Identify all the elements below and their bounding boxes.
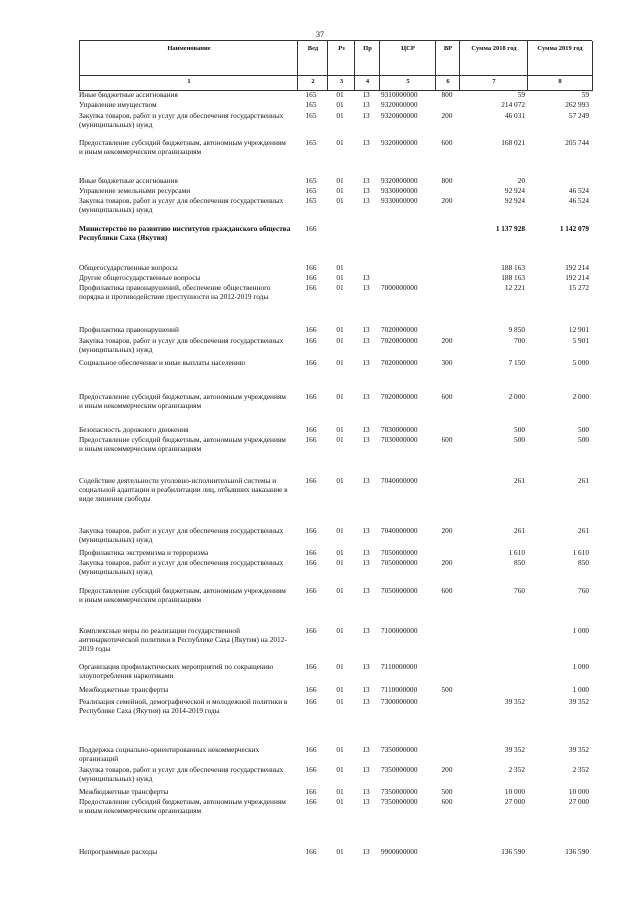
row-pr: 13 [362, 283, 370, 292]
row-pr: 13 [362, 425, 370, 434]
row-ved: 165 [305, 196, 317, 205]
row-rz: 01 [336, 548, 344, 557]
row-ved: 166 [305, 847, 317, 856]
header-ved: Вед [307, 45, 319, 52]
row-ved: 166 [305, 263, 317, 272]
row-csr: 7050000000 [381, 586, 418, 595]
header-pr-cell [354, 41, 380, 91]
row-pr: 13 [362, 336, 370, 345]
row-pr: 13 [362, 273, 370, 282]
row-name: Общегосударственные вопросы [79, 263, 178, 272]
row-sum-2018: 500 [514, 425, 525, 434]
row-pr: 13 [362, 787, 370, 796]
row-rz: 01 [336, 425, 344, 434]
row-name: Профилактика правонарушений [79, 325, 179, 334]
col-number-7: 7 [492, 78, 496, 85]
row-sum-2019: 850 [578, 558, 589, 567]
row-rz: 01 [336, 283, 344, 292]
row-sum-2019: 262 993 [565, 100, 589, 109]
row-name: Закупка товаров, работ и услуг для обеспечения государственных (муниципальных) нужд [79, 558, 284, 577]
row-sum-2018: 261 [514, 476, 525, 485]
col-number-5: 5 [406, 78, 410, 85]
row-csr: 7350000000 [381, 787, 418, 796]
row-sum-2019: 12 901 [568, 325, 589, 334]
row-sum-2018: 168 021 [501, 138, 525, 147]
row-csr: 9320000000 [381, 176, 418, 185]
row-sum-2019: 205 744 [565, 138, 589, 147]
row-ved: 166 [305, 745, 317, 754]
row-name: Межбюджетные трансферты [79, 787, 169, 796]
row-rz: 01 [336, 435, 344, 444]
col-number-3: 3 [339, 78, 344, 85]
row-name: Безопасность дорожного движения [79, 425, 189, 434]
header-name-cell [79, 41, 298, 91]
row-csr: 7100000000 [381, 626, 418, 635]
row-sum-2018: 92 924 [504, 196, 525, 205]
row-vr: 200 [441, 336, 453, 345]
row-pr: 13 [362, 176, 370, 185]
row-ved: 165 [305, 186, 317, 195]
row-pr: 13 [362, 392, 370, 401]
row-name: Министерство по развитию институтов гражданского общества Республики Саха (Якутия) [79, 224, 291, 243]
row-ved: 166 [305, 425, 317, 434]
row-pr: 13 [362, 435, 370, 444]
row-sum-2019: 5 901 [572, 336, 589, 345]
row-csr: 7350000000 [381, 797, 418, 806]
row-pr: 13 [362, 358, 370, 367]
row-sum-2018: 59 [517, 90, 525, 99]
row-pr: 13 [362, 847, 370, 856]
row-rz: 01 [336, 263, 344, 272]
row-vr: 800 [441, 90, 453, 99]
row-sum-2018: 188 163 [501, 263, 525, 272]
row-ved: 166 [305, 787, 317, 796]
header-divider [79, 75, 592, 76]
row-rz: 01 [336, 787, 344, 796]
row-name: Закупка товаров, работ и услуг для обеспечения государственных (муниципальных) нужд [79, 111, 284, 130]
col-number-4: 4 [365, 78, 370, 85]
row-sum-2019: 192 214 [565, 273, 589, 282]
row-name: Закупка товаров, работ и услуг для обеспечения государственных (муниципальных) нужд [79, 526, 284, 545]
row-ved: 165 [305, 100, 317, 109]
row-sum-2018: 9 850 [508, 325, 525, 334]
row-csr: 7300000000 [381, 697, 418, 706]
row-sum-2019: 1 000 [572, 626, 589, 635]
row-name: Иные бюджетные ассигнования [79, 176, 178, 185]
row-sum-2019: 500 [578, 425, 589, 434]
row-sum-2018: 850 [514, 558, 525, 567]
row-ved: 166 [305, 283, 317, 292]
col-number-2: 2 [311, 78, 315, 85]
row-sum-2019: 192 214 [565, 263, 589, 272]
row-sum-2019: 261 [578, 526, 589, 535]
row-sum-2018: 1 610 [508, 548, 525, 557]
row-sum-2019: 1 000 [572, 662, 589, 671]
row-vr: 500 [441, 787, 453, 796]
row-rz: 01 [336, 558, 344, 567]
row-sum-2019: 261 [578, 476, 589, 485]
table-header [79, 40, 592, 93]
row-csr: 7020000000 [381, 392, 418, 401]
row-rz: 01 [336, 273, 344, 282]
row-rz: 01 [336, 626, 344, 635]
row-sum-2018: 92 924 [504, 186, 525, 195]
row-csr: 7030000000 [381, 425, 418, 434]
row-name: Закупка товаров, работ и услуг для обеспечения государственных (муниципальных) нужд [79, 196, 284, 215]
row-csr: 7030000000 [381, 435, 418, 444]
row-name: Поддержка социально-ориентированных некоммерческих организаций [79, 745, 260, 764]
row-vr: 200 [441, 111, 453, 120]
row-name: Реализация семейной, демографической и молодежной политики в Республике Саха (Якутия) на 2014-2019 годы [79, 697, 288, 716]
row-sum-2019: 1 142 079 [559, 224, 589, 233]
row-pr: 13 [362, 138, 370, 147]
row-pr: 13 [362, 586, 370, 595]
row-vr: 200 [441, 526, 453, 535]
header-sum2018-cell [459, 41, 528, 91]
row-sum-2018: 7 150 [508, 358, 525, 367]
row-vr: 300 [441, 358, 453, 367]
row-rz: 01 [336, 100, 344, 109]
row-rz: 01 [336, 476, 344, 485]
row-name: Иные бюджетные ассигнования [79, 90, 178, 99]
row-sum-2019: 1 000 [572, 685, 589, 694]
row-pr: 13 [362, 797, 370, 806]
header-ved-cell [297, 41, 328, 91]
col-number-6: 6 [446, 78, 450, 85]
row-ved: 166 [305, 224, 317, 233]
row-rz: 01 [336, 847, 344, 856]
row-rz: 01 [336, 176, 344, 185]
header-sum-2019: Сумма 2019 год [537, 45, 583, 52]
row-pr: 13 [362, 548, 370, 557]
row-pr: 13 [362, 526, 370, 535]
row-csr: 7110000000 [381, 662, 418, 671]
row-vr: 600 [441, 435, 453, 444]
row-csr: 7000000000 [381, 283, 418, 292]
header-sum2019-cell [527, 41, 593, 91]
row-vr: 200 [441, 765, 453, 774]
row-sum-2018: 2 352 [508, 765, 525, 774]
row-sum-2019: 5 000 [572, 358, 589, 367]
row-name: Предоставление субсидий бюджетным, автономным учреждениям и иным некоммерческим организациям [79, 797, 286, 816]
row-sum-2018: 500 [514, 435, 525, 444]
row-csr: 7040000000 [381, 526, 418, 535]
row-csr: 9330000000 [381, 186, 418, 195]
row-rz: 01 [336, 526, 344, 535]
row-vr: 200 [441, 558, 453, 567]
row-name: Предоставление субсидий бюджетным, автономным учреждениям и иным некоммерческим организациям [79, 586, 286, 605]
row-ved: 165 [305, 90, 317, 99]
col-number-8: 8 [558, 78, 562, 85]
row-rz: 01 [336, 196, 344, 205]
row-sum-2018: 27 000 [504, 797, 525, 806]
row-ved: 166 [305, 325, 317, 334]
row-vr: 600 [441, 797, 453, 806]
row-ved: 166 [305, 476, 317, 485]
row-pr: 13 [362, 325, 370, 334]
row-ved: 166 [305, 336, 317, 345]
row-csr: 9330000000 [381, 196, 418, 205]
row-sum-2018: 39 352 [504, 745, 525, 754]
row-name: Предоставление субсидий бюджетным, автономным учреждениям и иным некоммерческим организациям [79, 435, 286, 454]
row-rz: 01 [336, 392, 344, 401]
row-sum-2018: 760 [514, 586, 525, 595]
row-sum-2018: 12 221 [504, 283, 525, 292]
row-name: Предоставление субсидий бюджетным, автономным учреждениям и иным некоммерческим организациям [79, 138, 286, 157]
row-csr: 9310000000 [381, 90, 418, 99]
row-name: Закупка товаров, работ и услуг для обеспечения государственных (муниципальных) нужд [79, 765, 284, 784]
row-rz: 01 [336, 138, 344, 147]
header-rz-cell [327, 41, 355, 91]
row-pr: 13 [362, 745, 370, 754]
row-pr: 13 [362, 662, 370, 671]
row-name: Профилактика экстремизма и терроризма [79, 548, 209, 557]
row-ved: 165 [305, 111, 317, 120]
row-csr: 7350000000 [381, 745, 418, 754]
row-sum-2018: 39 352 [504, 697, 525, 706]
row-csr: 7020000000 [381, 325, 418, 334]
row-vr: 600 [441, 392, 453, 401]
row-sum-2019: 15 272 [568, 283, 589, 292]
row-rz: 01 [336, 186, 344, 195]
row-sum-2018: 46 031 [504, 111, 525, 120]
row-pr: 13 [362, 558, 370, 567]
row-name: Непрограммные расходы [79, 847, 158, 856]
row-vr: 600 [441, 586, 453, 595]
row-rz: 01 [336, 90, 344, 99]
header-vr: ВР [443, 45, 453, 52]
row-sum-2019: 136 590 [565, 847, 589, 856]
row-vr: 500 [441, 685, 453, 694]
header-sum-2018: Сумма 2018 год [471, 45, 517, 52]
row-ved: 166 [305, 685, 317, 694]
row-name: Предоставление субсидий бюджетным, автономным учреждениям и иным некоммерческим организациям [79, 392, 286, 411]
row-vr: 800 [441, 176, 453, 185]
row-sum-2018: 20 [517, 176, 525, 185]
row-name: Профилактика правонарушений, обеспечение общественного порядка и противодействие преступности на 2012-2019 годы [79, 283, 271, 302]
row-sum-2019: 10 000 [568, 787, 589, 796]
row-ved: 166 [305, 526, 317, 535]
row-name: Комплексные меры по реализации государственной антинаркотической политики в Республике Саха (Якутия) на 2012-2019 годы [79, 626, 287, 654]
row-csr: 7050000000 [381, 558, 418, 567]
row-rz: 01 [336, 745, 344, 754]
row-rz: 01 [336, 336, 344, 345]
row-sum-2018: 136 590 [501, 847, 525, 856]
row-sum-2019: 39 352 [568, 745, 589, 754]
row-sum-2019: 2 000 [572, 392, 589, 401]
header-name: Наименование [167, 45, 211, 52]
row-ved: 166 [305, 697, 317, 706]
row-sum-2018: 700 [514, 336, 525, 345]
row-csr: 7350000000 [381, 765, 418, 774]
col-number-1: 1 [187, 78, 191, 85]
row-sum-2019: 760 [578, 586, 589, 595]
row-sum-2019: 27 000 [568, 797, 589, 806]
row-csr: 7110000000 [381, 685, 418, 694]
row-rz: 01 [336, 358, 344, 367]
row-pr: 13 [362, 111, 370, 120]
row-pr: 13 [362, 765, 370, 774]
row-sum-2019: 59 [581, 90, 589, 99]
row-ved: 166 [305, 558, 317, 567]
row-pr: 13 [362, 685, 370, 694]
row-sum-2019: 2 352 [572, 765, 589, 774]
row-pr: 13 [362, 90, 370, 99]
page-number: 37 [316, 30, 324, 39]
row-pr: 13 [362, 196, 370, 205]
row-sum-2019: 57 249 [568, 111, 589, 120]
row-rz: 01 [336, 662, 344, 671]
row-ved: 166 [305, 392, 317, 401]
row-ved: 166 [305, 548, 317, 557]
row-rz: 01 [336, 697, 344, 706]
row-sum-2018: 2 000 [508, 392, 525, 401]
header-vr-cell [435, 41, 460, 91]
row-csr: 7040000000 [381, 476, 418, 485]
row-name: Содействие деятельности уголовно-исполнительной системы и социальной адаптации и реабилитации лиц, отбывших наказание в виде лишения свободы [79, 476, 288, 504]
row-csr: 9320000000 [381, 100, 418, 109]
row-pr: 13 [362, 626, 370, 635]
row-sum-2018: 1 137 928 [495, 224, 525, 233]
row-pr: 13 [362, 186, 370, 195]
header-pr: Пр [363, 45, 372, 52]
row-ved: 165 [305, 138, 317, 147]
row-csr: 9900000000 [381, 847, 418, 856]
row-name: Управление имуществом [79, 100, 157, 109]
row-csr: 9320000000 [381, 111, 418, 120]
row-rz: 01 [336, 685, 344, 694]
row-csr: 9320000000 [381, 138, 418, 147]
row-pr: 13 [362, 100, 370, 109]
row-ved: 166 [305, 797, 317, 806]
header-rz: Рз [338, 45, 345, 52]
row-ved: 166 [305, 626, 317, 635]
header-csr: ЦСР [401, 45, 415, 52]
row-ved: 166 [305, 358, 317, 367]
row-rz: 01 [336, 586, 344, 595]
row-sum-2018: 214 072 [501, 100, 525, 109]
row-sum-2019: 1 610 [572, 548, 589, 557]
row-vr: 200 [441, 196, 453, 205]
row-name: Социальное обеспечение и иные выплаты населению [79, 358, 246, 367]
row-ved: 166 [305, 662, 317, 671]
row-sum-2018: 188 163 [501, 273, 525, 282]
row-ved: 166 [305, 435, 317, 444]
row-sum-2019: 39 352 [568, 697, 589, 706]
row-sum-2019: 500 [578, 435, 589, 444]
row-name: Управление земельными ресурсами [79, 186, 191, 195]
row-sum-2018: 10 000 [504, 787, 525, 796]
row-pr: 13 [362, 476, 370, 485]
row-pr: 13 [362, 697, 370, 706]
header-csr-cell [379, 41, 436, 91]
row-ved: 165 [305, 176, 317, 185]
row-rz: 01 [336, 325, 344, 334]
row-rz: 01 [336, 111, 344, 120]
row-sum-2019: 46 524 [568, 196, 589, 205]
row-rz: 01 [336, 765, 344, 774]
row-sum-2018: 261 [514, 526, 525, 535]
row-csr: 7050000000 [381, 548, 418, 557]
row-name: Другие общегосударственные вопросы [79, 273, 201, 282]
row-name: Межбюджетные трансферты [79, 685, 169, 694]
row-rz: 01 [336, 797, 344, 806]
row-name: Закупка товаров, работ и услуг для обеспечения государственных (муниципальных) нужд [79, 336, 284, 355]
row-sum-2019: 46 524 [568, 186, 589, 195]
row-ved: 166 [305, 586, 317, 595]
row-name: Организация профилактических мероприятий по сокращению злоупотребления наркотиками [79, 662, 274, 681]
row-csr: 7020000000 [381, 358, 418, 367]
row-vr: 600 [441, 138, 453, 147]
row-ved: 166 [305, 765, 317, 774]
row-csr: 7020000000 [381, 336, 418, 345]
row-ved: 166 [305, 273, 317, 282]
